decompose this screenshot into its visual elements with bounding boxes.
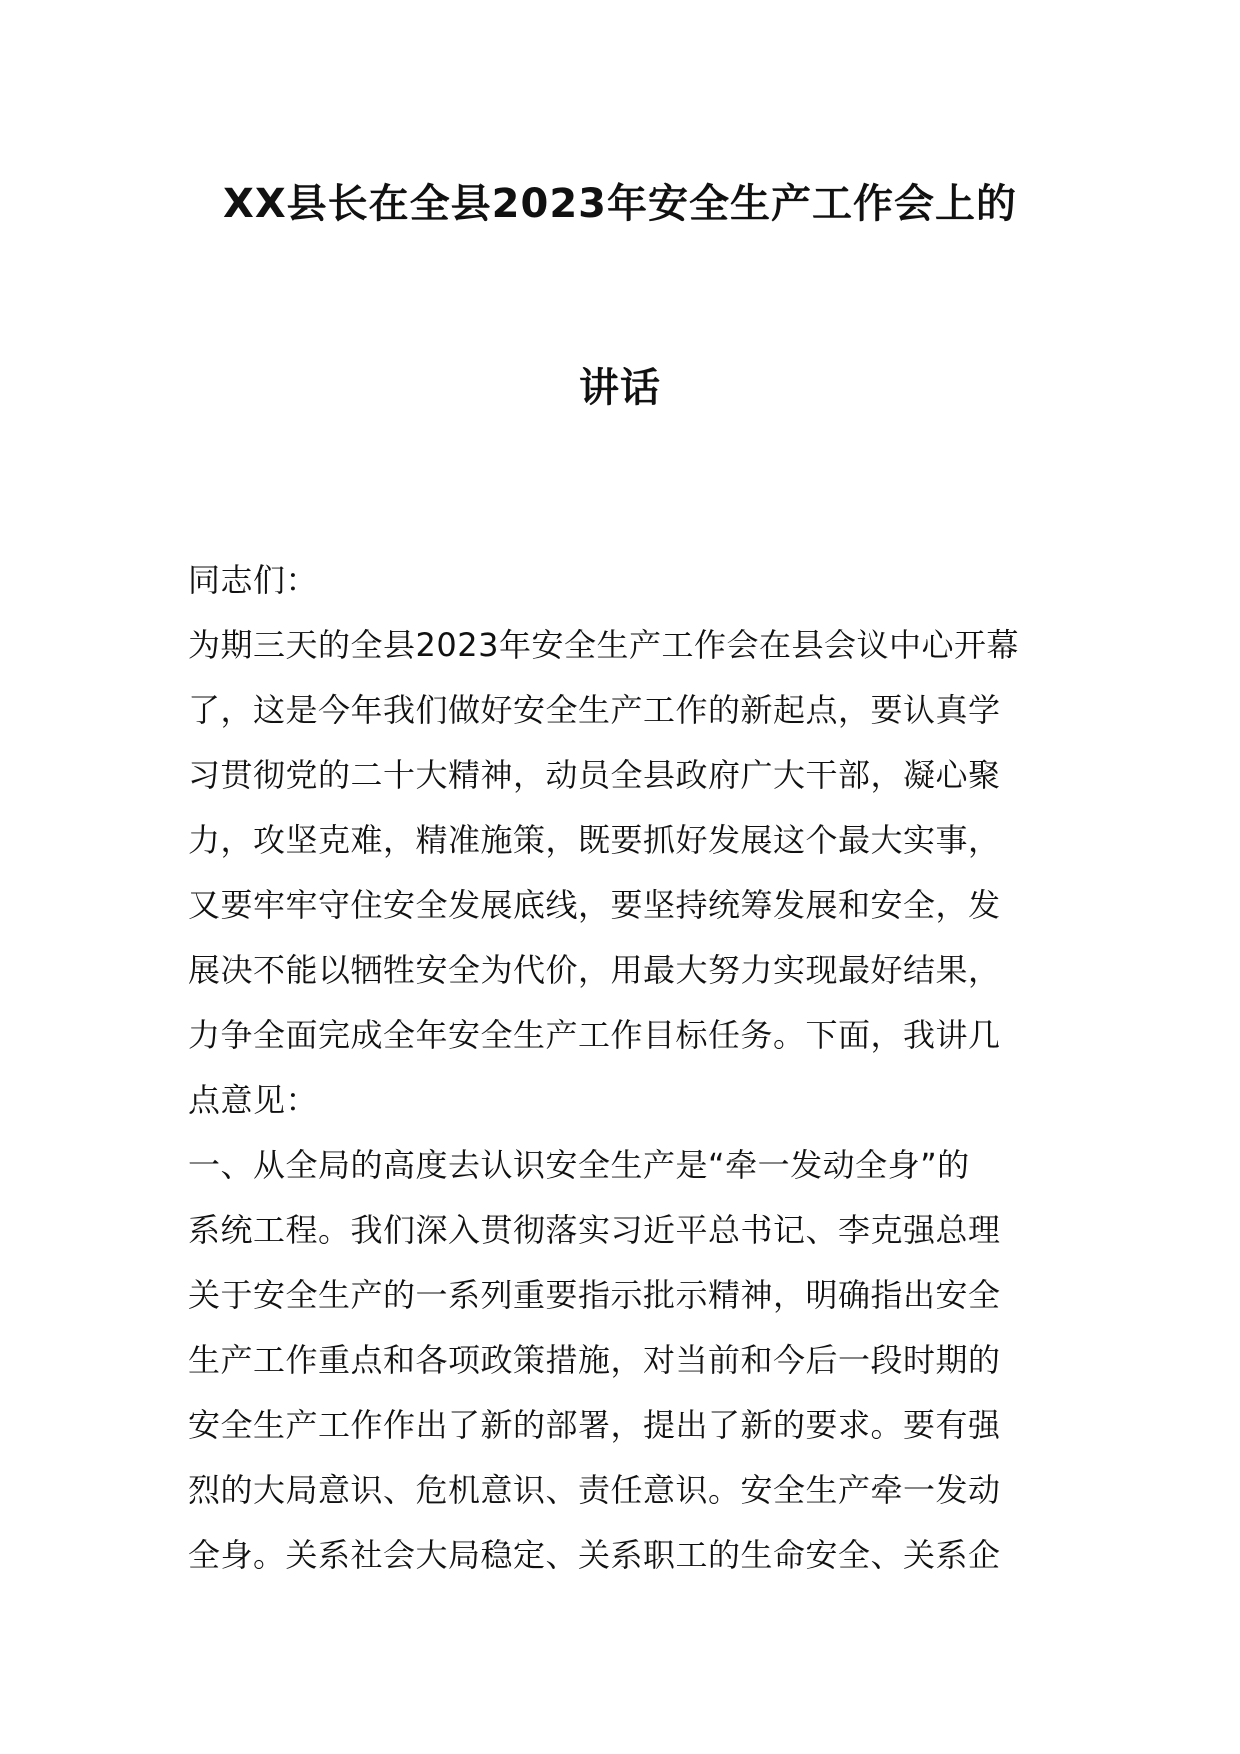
body-line: 习贯彻党的二十大精神，动员全县政府广大干部，凝心聚 bbox=[188, 756, 1001, 794]
body-line: 点意见： bbox=[188, 1081, 319, 1119]
body-line: 为期三天的全县2023年安全生产工作会在县会议中心开幕 bbox=[188, 626, 1019, 664]
body-line: 力争全面完成全年安全生产工作目标任务。下面，我讲几 bbox=[188, 1016, 1001, 1054]
body-line: 力，攻坚克难，精准施策，既要抓好发展这个最大实事， bbox=[188, 821, 1001, 859]
body-line: 展决不能以牺牲安全为代价，用最大努力实现最好结果， bbox=[188, 951, 1001, 989]
document-title-line-1: XX县长在全县2023年安全生产工作会上的 bbox=[222, 181, 1017, 227]
body-line: 关于安全生产的一系列重要指示批示精神，明确指出安全 bbox=[188, 1276, 1001, 1314]
body-line: 系统工程。我们深入贯彻落实习近平总书记、李克强总理 bbox=[188, 1211, 1001, 1249]
body-line: 一、从全局的高度去认识安全生产是“牵一发动全身”的 bbox=[188, 1146, 970, 1184]
salutation: 同志们： bbox=[188, 561, 319, 599]
body-line: 生产工作重点和各项政策措施，对当前和今后一段时期的 bbox=[188, 1341, 1001, 1379]
document-title-line-2: 讲话 bbox=[579, 365, 661, 411]
speech-body bbox=[188, 548, 1058, 1588]
body-line: 全身。关系社会大局稳定、关系职工的生命安全、关系企 bbox=[188, 1536, 1001, 1574]
body-line: 烈的大局意识、危机意识、责任意识。安全生产牵一发动 bbox=[188, 1471, 1001, 1509]
body-line: 了，这是今年我们做好安全生产工作的新起点，要认真学 bbox=[188, 691, 1001, 729]
body-line: 又要牢牢守住安全发展底线，要坚持统筹发展和安全，发 bbox=[188, 886, 1001, 924]
body-line: 安全生产工作作出了新的部署，提出了新的要求。要有强 bbox=[188, 1406, 1001, 1444]
